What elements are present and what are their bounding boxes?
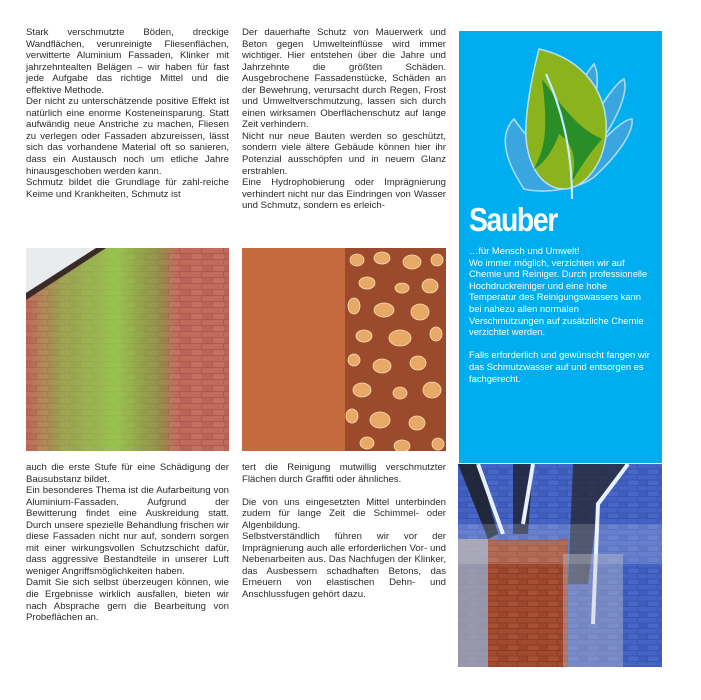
paragraph: Damit Sie sich selbst überzeugen können, wie die Ergebnisse wirklich ausfallen, bieten wir nach Absprache gern die Bearbeitung von Probeflächen an. — [26, 577, 229, 624]
graffiti-wall-icon — [458, 464, 662, 667]
text-column-2-bottom — [242, 462, 446, 601]
paragraph: Stark verschmutzte Böden, dreckige Wandflächen, verunreinigte Fliesenflächen, verwitterte Aluminium Fassaden, Klinker mit jahrzehntealten Belägen – wir haben für fast jede Aufgabe das richtige Mittel und die effektive Methode. — [26, 27, 229, 96]
paragraph: Selbstverständlich führen wir vor der Imprägnierung auch alle erforderlichen Vor- und Nebenarbeiten aus. Das Nachfugen der Klinker, das Ausbessern schadhaften Betons, das Erneuern von elastischen Dehn- und Anschlussfugen gehört dazu. — [242, 531, 446, 600]
water-drops-photo — [242, 248, 446, 451]
paragraph: Falls erforderlich und gewünscht fangen wir das Schmutzwasser auf und entsorgen es fachgerecht. — [469, 349, 650, 384]
moss-wall-photo — [26, 248, 229, 451]
water-drops-icon — [242, 248, 446, 451]
text-column-1-bottom — [26, 462, 229, 624]
paragraph: Der dauerhafte Schutz von Mauerwerk und Beton gegen Umwelteinflüsse wird immer wichtiger. Hier entstehen über die Jahre und Jahrzehnte die größten Schäden. Ausgebrochene Fassadenstücke, Schäden an der Bewehrung, verursacht durch Regen, Frost und Umweltverschmutzung, lassen sich durch einen wirksamen Oberflächenschutz auf lange Zeit verhindern. — [242, 27, 446, 131]
panel-title: Sauber — [469, 201, 557, 238]
paragraph: Die von uns eingesetzten Mittel unterbinden zudem für lange Zeit die Schimmel- oder Algenbildung. — [242, 496, 446, 531]
brick-wall-icon — [26, 248, 229, 451]
paragraph: auch die erste Stufe für eine Schädigung der Bausubstanz bildet. — [26, 462, 229, 485]
text-column-1-top — [26, 27, 229, 200]
leaf-and-hand-icon — [484, 39, 644, 199]
graffiti-cleaning-photo — [458, 464, 662, 667]
paragraph: Nicht nur neue Bauten werden so geschützt, sondern viele ältere Gebäude können hier ihr Potenzial ausschöpfen und in neuem Glanz erstrahlen. — [242, 130, 446, 177]
paragraph: tert die Reinigung mutwillig verschmutzter Flächen durch Graffiti oder ähnliches. — [242, 462, 446, 485]
paragraph: Ein besonderes Thema ist die Aufarbeitung von Aluminium-Fassaden. Aufgrund der Bewitterung findet eine Auskreidung statt. Durch unsere spezielle Behandlung frischen wir diese Fassaden nicht nur auf, sondern sorgen mit einer wirkungsvollen Schutzschicht dafür, dass aggressive Bestandteile in unserer Luft weniger Angriffsmöglichkeiten haben. — [26, 485, 229, 577]
sauber-panel — [459, 31, 662, 463]
panel-subtitle: …für Mensch und Umwelt! — [469, 245, 580, 256]
text-column-2-top — [242, 27, 446, 212]
panel-text — [469, 245, 655, 384]
paragraph: Wo immer möglich, verzichten wir auf Chemie und Reiniger. Durch professionelle Hochdruckreiniger und eine hohe Temperatur des Reinigungswassers kann bei nahezu allen normalen Verschmutzungen auf zusätzliche Chemie verzichtet werden. — [469, 256, 648, 338]
paragraph: Eine Hydrophobierung oder Imprägnierung verhindert nicht nur das Eindringen von Wasser und Schmutz, sondern es erleich- — [242, 177, 446, 212]
paragraph: Der nicht zu unterschätzende positive Effekt ist natürlich eine enorme Kosteneinsparung. Statt aufwändig neue Anstriche zu machen, Fliesen zu verlegen oder Fassaden abzureissen, lässt sich das vorhandene Material oft so sanieren, dass ein Austausch noch um etliche Jahre hinausgeschoben werden kann. — [26, 96, 229, 177]
paragraph: Schmutz bildet die Grundlage für zahl-reiche Keime und Krankheiten, Schmutz ist — [26, 177, 229, 200]
